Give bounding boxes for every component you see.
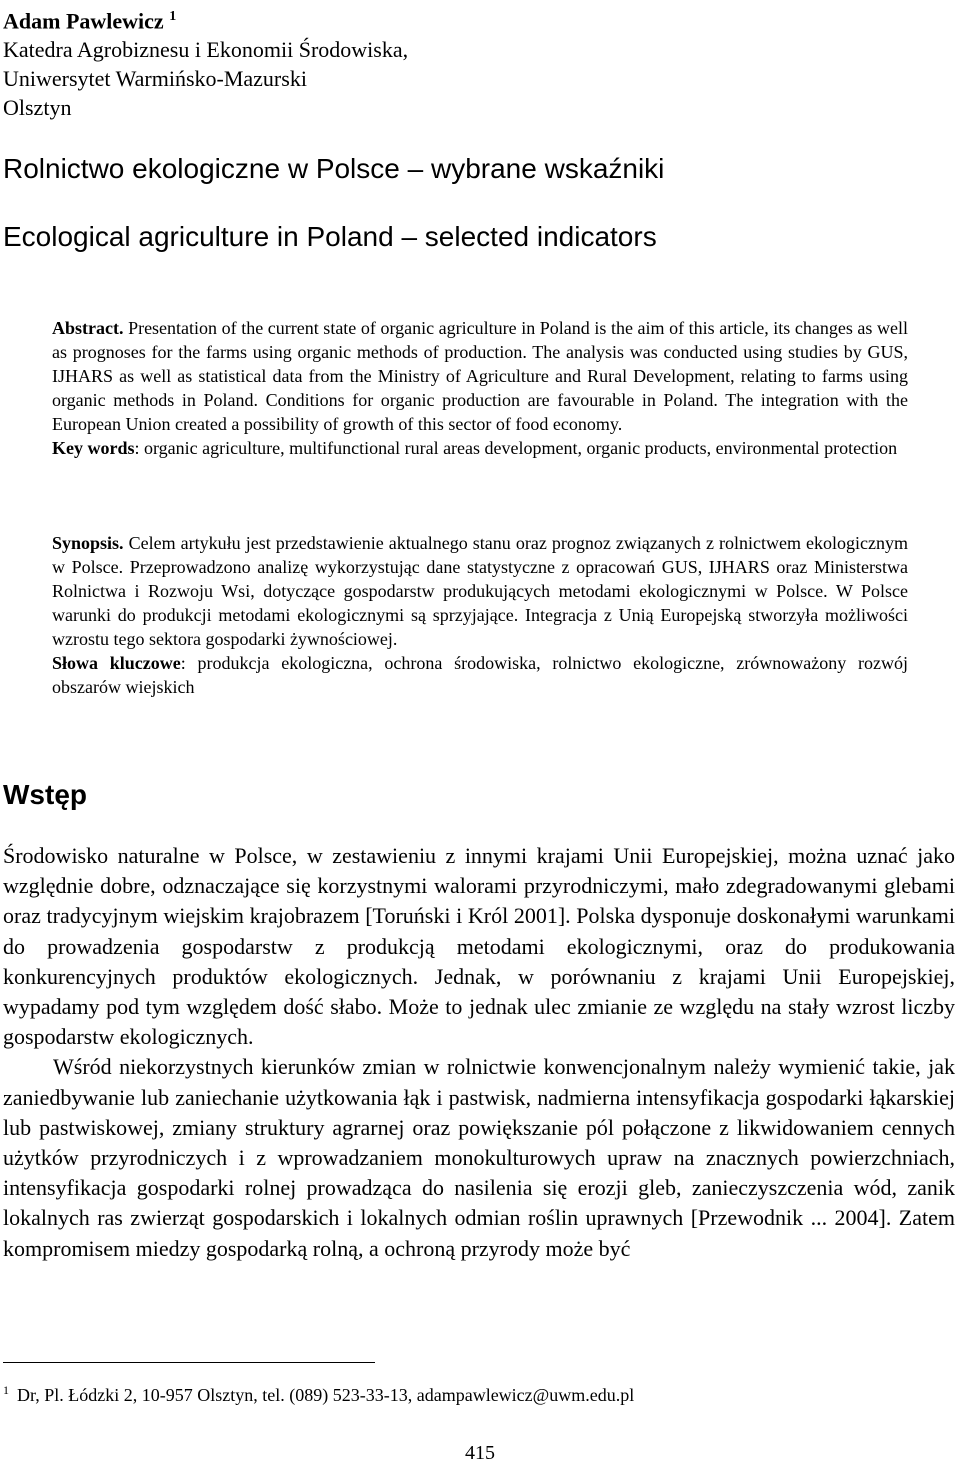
keywords-label: Key words: [52, 438, 135, 458]
footnote-reference: 1: [169, 9, 177, 24]
author-department: Katedra Agrobiznesu i Ekonomii Środowiska,: [3, 37, 409, 63]
synopsis-polish: [52, 531, 908, 699]
abstract-paragraph: [52, 316, 908, 436]
synopsis-paragraph: [52, 531, 908, 651]
keywords-polish: [52, 651, 908, 699]
keywords-text: : organic agriculture, multifunctional rural areas development, organic products, environmental protection: [134, 438, 898, 458]
author-city: Olsztyn: [3, 95, 72, 121]
synopsis-text: Celem artykułu jest przedstawienie aktualnego stanu oraz prognoz związanych z rolnictwem ekologicznym w Polsce. Przeprowadzono analizę wykorzystując dane statystyczne z opracowań GUS, IJHARS oraz Ministerstwa Rolnictwa i Rozwoju Wsi, dotyczące gospodarstw produkujących metodami ekologicznymi w Polsce. W Polsce warunki do produkcji metodami ekologicznymi są sprzyjające. Integracja z Unią Europejską stworzyła możliwości wzrostu tego sektora gospodarki żywnościowej.: [52, 533, 908, 649]
keywords-label-polish: Słowa kluczowe: [52, 653, 181, 673]
title-polish: Rolnictwo ekologiczne w Polsce – wybrane wskaźniki: [3, 153, 665, 184]
body-paragraph: Środowisko naturalne w Polsce, w zestawieniu z innymi krajami Unii Europejskiej, można uznać jako względnie dobre, odznaczające się korzystnymi walorami przyrodniczymi, mało zdegradowanymi glebami oraz tradycyjnym wiejskim krajobrazem [Toruński i Król 2001]. Polska dysponuje doskonałymi warunkami do prowadzenia gospodarstw z produkcją metodami ekologicznymi, oraz do produkowania konkurencyjnych produktów ekologicznych. Jednak, w porównaniu z krajami Unii Europejskiej, wypadamy pod tym względem dość słabo. Może to jednak ulec zmianie ze względu na stały wzrost liczby gospodarstw ekologicznych.: [3, 843, 955, 1050]
keywords-english: [52, 436, 908, 460]
author-name-text: Adam Pawlewicz: [3, 8, 164, 34]
footnote: [3, 1378, 903, 1407]
title-english: Ecological agriculture in Poland – selected indicators: [3, 221, 657, 252]
footnote-divider: [3, 1362, 375, 1363]
section-heading: Wstęp: [3, 779, 87, 810]
body-paragraph: Wśród niekorzystnych kierunków zmian w rolnictwie konwencjonalnym należy wymienić takie, jak zaniedbywanie lub zaniechanie użytkowania łąk i pastwisk, nadmierna intensyfikacja gospodarki łąkarskiej lub pastwiskowej, zmiany struktury agrarnej oraz powiększanie pól połączone z likwidowaniem cennych użytków przyrodniczych i z wprowadzaniem monokulturowych upraw na znacznych powierzchniach, intensyfikacja gospodarki rolnej prowadząca do nasilenia się erozji gleb, zanieczyszczenia wód, zanik lokalnych ras zwierząt gospodarskich i lokalnych odmian roślin uprawnych [Przewodnik ... 2004]. Zatem kompromisem miedzy gospodarką rolną, a ochroną przyrody może być: [3, 1054, 955, 1261]
abstract-text: Presentation of the current state of organic agriculture in Poland is the aim of this article, its changes as well as prognoses for the farms using organic methods of production. The analysis was conducted using studies by GUS, IJHARS as well as statistical data from the Ministry of Agriculture and Rural Development, relating to farms using organic methods in Poland. Conditions for organic production are favourable in Poland. The integration with the European Union created a possibility of growth of this sector of food economy.: [52, 318, 908, 434]
author-university: Uniwersytet Warmińsko-Mazurski: [3, 66, 307, 92]
footnote-mark: 1: [3, 1383, 9, 1397]
body-text: [3, 841, 955, 1264]
author-block: [3, 2, 703, 122]
abstract-label: Abstract.: [52, 318, 124, 338]
synopsis-label: Synopsis.: [52, 533, 124, 553]
abstract-english: [52, 316, 908, 460]
keywords-text-polish: : produkcja ekologiczna, ochrona środowiska, rolnictwo ekologiczne, zrównoważony rozwój obszarów wiejskich: [52, 653, 908, 697]
footnote-text: Dr, Pl. Łódzki 2, 10-957 Olsztyn, tel. (089) 523-33-13, adampawlewicz@uwm.edu.pl: [17, 1385, 635, 1405]
page-number: 415: [465, 1442, 495, 1464]
author-name: [3, 2, 703, 35]
